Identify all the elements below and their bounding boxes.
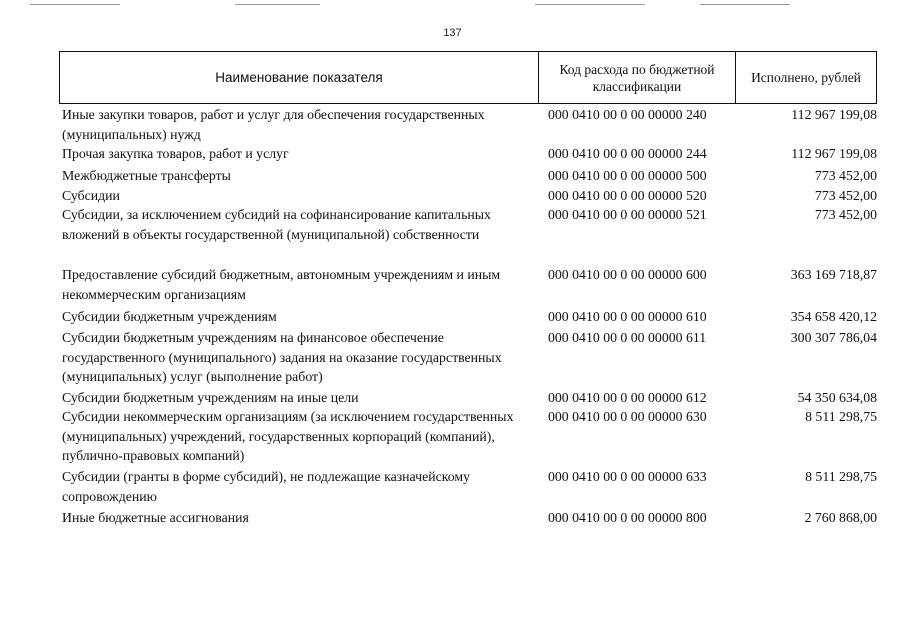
row-indicator-name: Иные бюджетные ассигнования (62, 510, 249, 525)
row-budget-code: 000 0410 00 0 00 00000 612 (548, 390, 707, 405)
row-indicator-name: Субсидии, за исключением субсидий на софинансирование капитальных вложений в объекты государственной (муниципальной) собственности (62, 207, 491, 242)
row-budget-code: 000 0410 00 0 00 00000 600 (548, 267, 707, 282)
row-executed-amount: 8 511 298,75 (805, 409, 877, 424)
row-indicator-name: Субсидии некоммерческим организациям (за исключением государственных (муниципальных) учреждений, государственных корпораций (компаний), публично-правовых компаний) (62, 409, 514, 463)
scan-edge-line (535, 4, 645, 5)
row-indicator-name: Предоставление субсидий бюджетным, автономным учреждениям и иным некоммерческим организациям (62, 267, 501, 302)
scan-edge-line (700, 4, 790, 5)
table-row (59, 307, 877, 328)
row-indicator-name: Субсидии бюджетным учреждениям на иные цели (62, 390, 359, 405)
row-indicator-name: Прочая закупка товаров, работ и услуг (62, 146, 289, 161)
row-indicator-name: Субсидии бюджетным учреждениям (62, 309, 277, 324)
header-executed: Исполнено, рублей (735, 52, 876, 103)
row-executed-amount: 2 760 868,00 (804, 510, 877, 525)
row-budget-code: 000 0410 00 0 00 00000 500 (548, 168, 707, 183)
row-budget-code: 000 0410 00 0 00 00000 611 (548, 330, 707, 345)
page-number: 137 (443, 27, 462, 39)
table-row (59, 186, 877, 205)
row-executed-amount: 363 169 718,87 (790, 267, 877, 282)
row-budget-code: 000 0410 00 0 00 00000 630 (548, 409, 707, 424)
row-indicator-name: Межбюджетные трансферты (62, 168, 231, 183)
row-budget-code: 000 0410 00 0 00 00000 521 (548, 207, 707, 222)
row-budget-code: 000 0410 00 0 00 00000 520 (548, 188, 707, 203)
row-executed-amount: 773 452,00 (814, 168, 877, 183)
table-row (59, 205, 877, 265)
row-executed-amount: 773 452,00 (814, 207, 877, 222)
row-budget-code: 000 0410 00 0 00 00000 244 (548, 146, 707, 161)
table-row (59, 467, 877, 508)
row-executed-amount: 773 452,00 (814, 188, 877, 203)
table-row (59, 407, 877, 467)
row-budget-code: 000 0410 00 0 00 00000 800 (548, 510, 707, 525)
row-indicator-name: Субсидии (гранты в форме субсидий), не подлежащие казначейскому сопровождению (62, 469, 470, 504)
row-budget-code: 000 0410 00 0 00 00000 610 (548, 309, 707, 324)
row-executed-amount: 112 967 199,08 (791, 107, 877, 122)
table-row (59, 328, 877, 388)
row-budget-code: 000 0410 00 0 00 00000 633 (548, 469, 707, 484)
table-row (59, 265, 877, 307)
table-header (59, 51, 877, 104)
row-indicator-name: Иные закупки товаров, работ и услуг для обеспечения государственных (муниципальных) нужд (62, 107, 485, 142)
table-row (59, 508, 877, 530)
table-row (59, 105, 877, 144)
row-executed-amount: 354 658 420,12 (790, 309, 877, 324)
row-executed-amount: 112 967 199,08 (791, 146, 877, 161)
table-row (59, 144, 877, 166)
header-indicator-name: Наименование показателя (215, 70, 383, 85)
row-executed-amount: 54 350 634,08 (797, 390, 877, 405)
header-budget-code: Код расхода по бюджетной классификации (538, 52, 735, 103)
table-row (59, 388, 877, 407)
table-row (59, 166, 877, 186)
row-executed-amount: 300 307 786,04 (790, 330, 877, 345)
scan-edge-line (235, 4, 320, 5)
scan-edge-line (30, 4, 120, 5)
row-indicator-name: Субсидии (62, 188, 120, 203)
row-executed-amount: 8 511 298,75 (805, 469, 877, 484)
row-budget-code: 000 0410 00 0 00 00000 240 (548, 107, 707, 122)
table-body (59, 105, 877, 530)
row-indicator-name: Субсидии бюджетным учреждениям на финансовое обеспечение государственного (муниципального) задания на оказание государственных (муниципальных) услуг (выполнение работ) (62, 330, 502, 384)
